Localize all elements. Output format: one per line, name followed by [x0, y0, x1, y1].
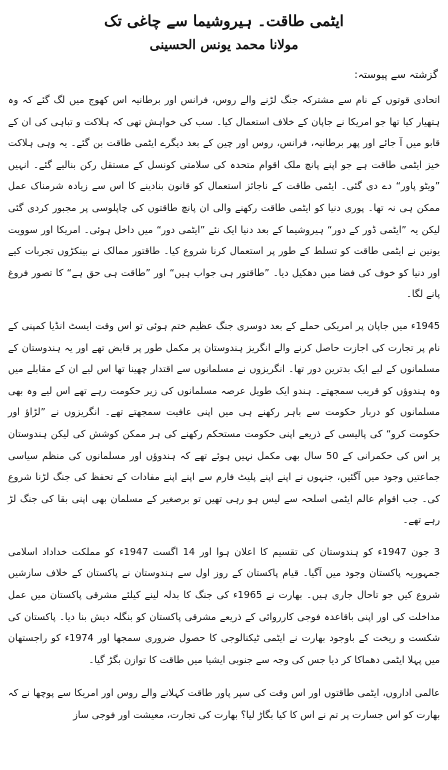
article-title: ایٹمی طاقت۔ ہیروشیما سے چاغی تک	[104, 12, 344, 30]
article-author: مولانا محمد یونس الحسینی	[149, 38, 299, 53]
continued-label: گزشتہ سے پیوستہ:	[354, 69, 438, 81]
paragraph: اتحادی قوتوں کے نام سے مشترکہ جنگ لڑنے والے روس، فرانس اور برطانیہ اس کھوج میں لگ گئے کہ وہ ہتھیار کیا تھا جو امریکا نے جاپان کے خلاف استعمال کیا۔ سب کی خواہش تھی کہ ہلاکت و تباہی کی ان کے قابو میں آ جائے اور پھر برطانیہ، فرانس، روس اور چین کے بعد دیگرے ایٹمی طاقت بن گئے۔ یہ وہی ہلاکت خیز ایٹمی طاقت ہے جو اپنے پانچ ملک اقوام متحدہ کی سلامتی کونسل کے مستقل رکن بنالیے گئے۔ انہیں ”ویٹو پاور“ دے دی گئی۔ ایٹمی طاقت کے ناجائز استعمال کو قانون بنادینے کا اس سے زیادہ شرمناک عمل ممکن ہی نہ تھا۔ پوری دنیا کو ایٹمی طاقت رکھنے والی ان پانچ طاقتوں کی چاپلوسی پر مجبور کردی گئی لیکن یہ ”ایٹمی ڈور کے دور“ ہیروشیما کے بعد دنیا ایک نئے ”ایٹمی دور“ میں داخل ہوئی۔ امریکا اور سوویت یونین نے ایٹمی طاقت کو تسلط کے طور پر استعمال کرنا شروع کیا۔ طاقتور ممالک نے بینکڑوں تجربات کیے اور دنیا کو خوف کی فضا میں دھکیل دیا۔ ”طاقتور ہی جواب ہیں“ اور ”طاقت ہی حق ہے“ کا تصور فروغ پانے لگا۔	[8, 95, 440, 301]
paragraph: 3 جون 1947ء کو ہندوستان کی تقسیم کا اعلان ہوا اور 14 اگست 1947ء کو مملکت خداداد اسلامی جمہوریہ پاکستان وجود میں آگیا۔ قیام پاکستان کے روز اول سے ہندوستان نے پاکستان کے خلاف سازشیں شروع کیں جو تاحال جاری ہیں۔ بھارت نے 1965ء کی جنگ کا بدلہ لینے کیلئے مشرقی پاکستان میں عمل مداخلت کی اور اپنی باقاعدہ فوجی کارروائی کے ذریعے مشرقی پاکستان کو بنگلہ دیش بنا دیا۔ پاکستان کی شکست و ریخت کے باوجود بھارت نے ایٹمی ٹیکنالوجی کا حصول ضروری سمجھا اور 1974ء کو راجستھان میں پہلا ایٹمی دھماکا کر دیا جس کی وجہ سے جنوبی ایشیا میں طاقت کا توازن بگڑ گیا۔	[8, 546, 441, 666]
article-body	[8, 90, 440, 727]
paragraph: 1945ء میں جاپان پر امریکی حملے کے بعد دوسری جنگ عظیم ختم ہوئی تو اس وقت ایسٹ انڈیا کمپنی کے نام پر تجارت کی اجازت حاصل کرنے والے انگریز ہندوستان پر مکمل طور پر قابض تھے اور یہ ہندوستان کے مسلمانوں کے لیے ایک بدترین دور تھا۔ انگریزوں نے مسلمانوں سے اقتدار چھینا تھا اس لیے ان کے مقابلے میں وہ ہندوؤں کو قریب سمجھتے۔ ہندو ایک طویل عرصہ مسلمانوں کی زیر حکومت رہے تھے اس لیے وہ بھی مسلمانوں کو دربار حکومت سے باہر رکھنے ہی میں اپنی عافیت سمجھتے تھے۔ انگریزوں نے ”لڑاؤ اور حکومت کرو“ کی پالیسی کے ذریعے اپنی حکومت مستحکم رکھنے کی ہر ممکن کوشش کی لیکن ہندوستان پر اس کی حکمرانی کے 50 سال بھی مکمل نہیں ہوئے تھے کہ ہندوؤں اور مسلمانوں کی منظم سیاسی جماعتیں وجود میں آگئیں، جنہوں نے اپنے اپنے پلیٹ فارم سے اپنے اپنے مفادات کے تحفظ کی جنگ لڑنا شروع کی۔ جب اقوام عالم ایٹمی اسلحہ سے لیس ہو رہی تھیں تو برصغیر کے مسلمان بھی اپنی بقا کی جنگ لڑ رہے تھے۔	[8, 320, 440, 527]
paragraph: عالمی اداروں، ایٹمی طاقتوں اور اس وقت کی سپر پاور طاقت کہلانے والے روس اور امریکا سے پوچھا نے کہ بھارت کو اس جسارت پر تم نے اس کا کیا بگاڑ لیا؟ بھارت کی تجارت، معیشت اور فوجی ساز	[8, 688, 440, 722]
